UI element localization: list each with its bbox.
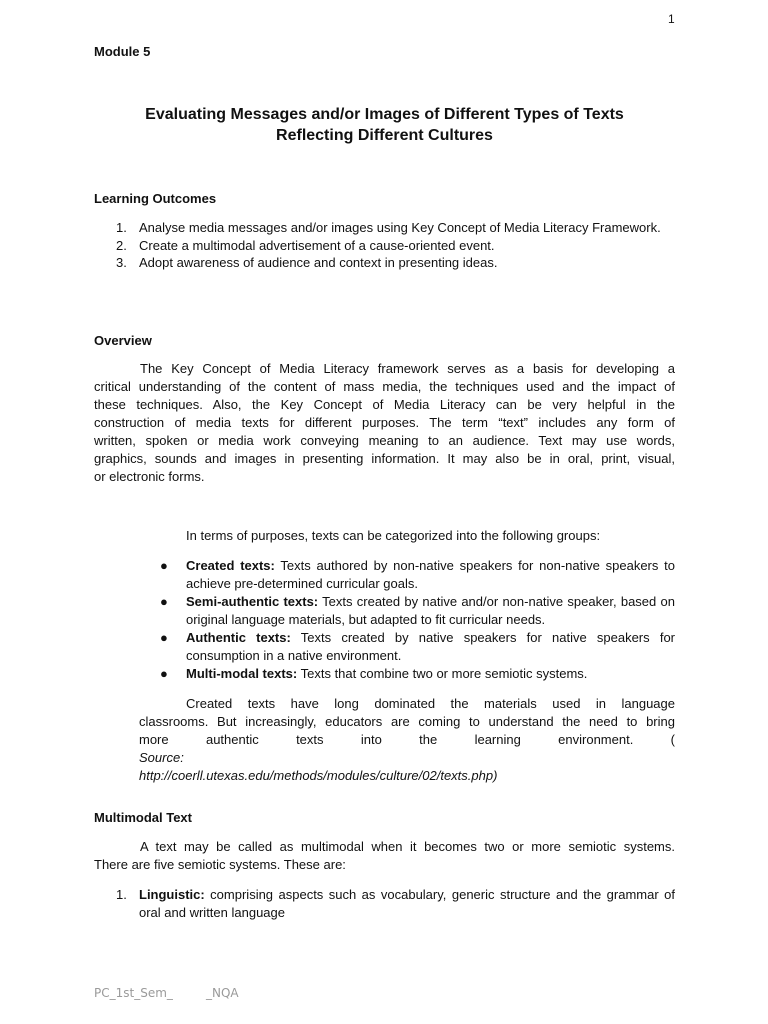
term-label: Semi-authentic texts: — [186, 594, 319, 609]
term-text: Texts that combine two or more semiotic systems. — [297, 666, 588, 681]
source-label: Source: — [139, 750, 184, 765]
bullet-icon: ● — [160, 558, 168, 573]
footer-left: PC_1st_Sem_ — [94, 986, 173, 1000]
list-number: 3. — [116, 255, 127, 270]
page-title — [94, 104, 675, 146]
term-label: Authentic texts: — [186, 630, 291, 645]
bullet-icon: ● — [160, 666, 168, 681]
purposes-intro: In terms of purposes, texts can be categorized into the following groups: — [186, 528, 601, 543]
page-number: 1 — [668, 12, 675, 26]
list-item — [160, 557, 675, 593]
overview-line: written, spoken or media work conveying meaning to an audience. Text may use words, — [94, 433, 675, 448]
term-text: Texts authored by non-native speakers for non-native speakers to achieve pre-determined curricular goals. — [186, 558, 676, 591]
title-line-1: Evaluating Messages and/or Images of Different Types of Texts — [145, 106, 624, 123]
purposes-closing-paragraph — [139, 695, 675, 785]
multimodal-heading: Multimodal Text — [94, 810, 192, 825]
overview-line: graphics, sounds and images in presenting information. It may also be in oral, print, visual, — [94, 451, 675, 466]
bullet-icon: ● — [160, 630, 168, 645]
overview-paragraph — [94, 360, 675, 486]
list-item — [94, 254, 675, 272]
term-text: Texts created by native and/or non-native speaker, based on original language materials, but adapted to fit curricular needs. — [186, 594, 675, 627]
semiotic-systems-list — [94, 886, 675, 922]
list-number: 1. — [116, 887, 127, 902]
bullet-icon: ● — [160, 594, 168, 609]
list-item — [160, 593, 675, 629]
list-item — [94, 237, 675, 255]
footer — [94, 986, 239, 1000]
closing-line: classrooms. But increasingly, educators are coming to understand the need to bring — [139, 714, 675, 729]
list-number: 2. — [116, 237, 127, 253]
learning-outcomes-list — [94, 219, 675, 272]
list-text: Create a multimodal advertisement of a cause-oriented event. — [139, 237, 495, 253]
overview-line: or electronic forms. — [94, 469, 205, 484]
list-number: 1. — [116, 220, 127, 235]
list-item — [160, 629, 675, 665]
term-label: Linguistic: — [139, 887, 205, 902]
learning-outcomes-heading: Learning Outcomes — [94, 191, 217, 206]
list-item — [94, 886, 675, 922]
overview-line: construction of media texts for different purposes. The term “text” includes any form of — [94, 415, 675, 430]
closing-line: Created texts have long dominated the materials used in language — [186, 696, 675, 711]
module-label: Module 5 — [94, 44, 151, 59]
term-text: Texts created by native speakers for native speakers for consumption in a native environment. — [186, 630, 675, 663]
list-text: Adopt awareness of audience and context in presenting ideas. — [139, 255, 498, 270]
closing-line-with-source: more authentic texts into the learning environment. ( Source: — [139, 732, 675, 765]
source-url: http://coerll.utexas.edu/methods/modules/culture/02/texts.php) — [139, 768, 498, 783]
list-item — [94, 219, 675, 237]
purposes-list — [160, 557, 675, 683]
overview-heading: Overview — [94, 333, 152, 348]
term-text: comprising aspects such as vocabulary, generic structure and the grammar of oral and written language — [139, 887, 675, 920]
term-label: Created texts: — [186, 558, 275, 573]
multimodal-line: A text may be called as multimodal when it becomes two or more semiotic systems. — [140, 839, 675, 854]
title-line-2: Reflecting Different Cultures — [276, 127, 493, 144]
footer-right: _NQA — [206, 986, 239, 1000]
overview-line: The Key Concept of Media Literacy framework serves as a basis for developing a — [140, 361, 675, 376]
multimodal-line: There are five semiotic systems. These are: — [94, 857, 346, 872]
multimodal-paragraph — [94, 838, 675, 874]
list-text: Analyse media messages and/or images using Key Concept of Media Literacy Framework. — [139, 220, 661, 235]
overview-line: these techniques. Also, the Key Concept of Media Literacy can be very helpful in the — [94, 397, 675, 412]
term-label: Multi-modal texts: — [186, 666, 298, 681]
list-item — [160, 665, 675, 683]
overview-line: critical understanding of the content of mass media, the techniques used and the impact of — [94, 379, 675, 394]
